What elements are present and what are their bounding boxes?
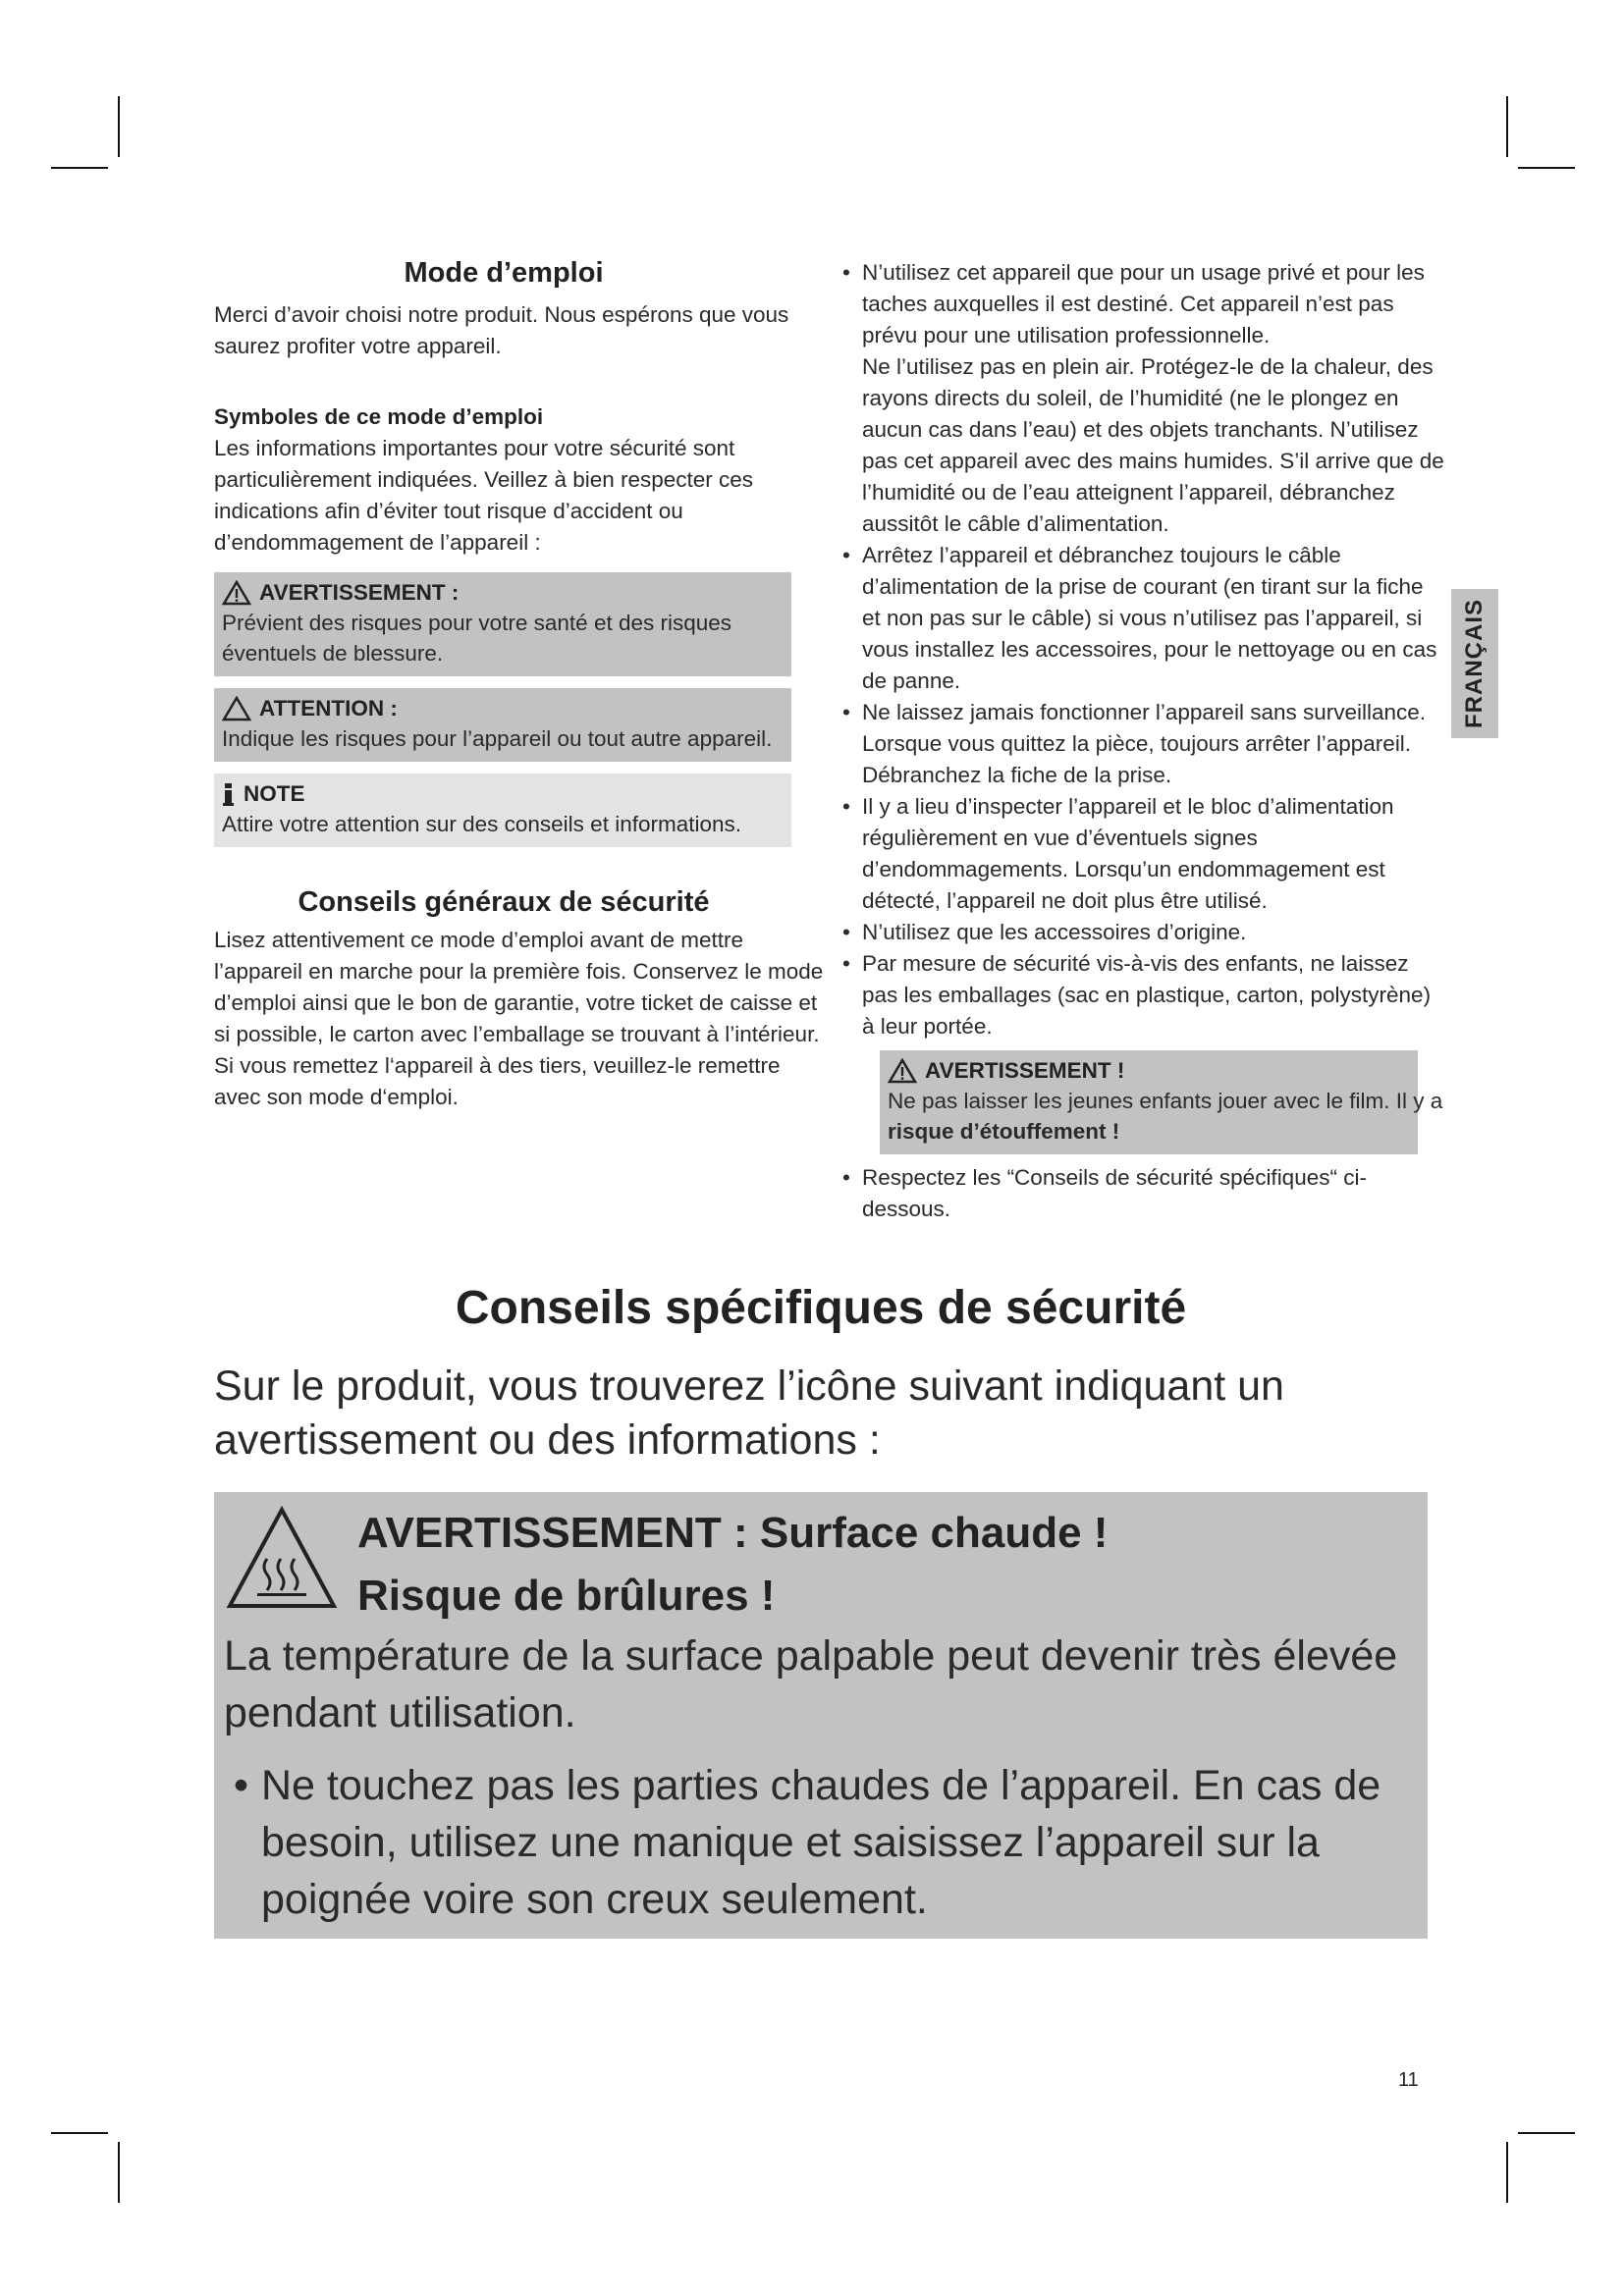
bullet-icon: • (842, 1165, 850, 1190)
bullet-icon: • (842, 700, 850, 724)
crop-mark (1518, 167, 1575, 169)
symbols-text: Les informations importantes pour votre sécurité sont particulièrement indiquées. Veillez à bien respecter ces indications afin d’éviter tout risque d’accident ou d’endommagement de l’appareil : (214, 436, 754, 555)
hot-surface-bullet (224, 1757, 1441, 1928)
list-item-text: Ne laissez jamais fonctionner l’appareil sans surveillance. Lorsque vous quittez la pièce, toujours arrêter l’appareil. Débranchez la fiche de la prise. (862, 700, 1427, 787)
attention-box (214, 688, 791, 762)
list-item-extra-text: Ne l’utilisez pas en plein air. Protégez-le de la chaleur, des rayons directs du soleil, de l’humidité (ne le plongez en aucun cas dans l’eau) et des objets tranchants. N’utilisez pas cet appareil avec des mains humides. S’il arrive que de l’humidité ou de l’eau atteignent l’appareil, débranchez aussitôt le câble d’alimentation. (862, 354, 1444, 536)
warning-triangle-icon (888, 1058, 917, 1084)
hot-surface-icon (224, 1502, 340, 1618)
warning-label: AVERTISSEMENT : (259, 580, 460, 605)
warning-box (214, 572, 791, 676)
list-item (837, 697, 1445, 791)
bullet-icon: • (842, 794, 850, 819)
crop-mark (1506, 2142, 1508, 2203)
note-box (214, 774, 791, 847)
general-safety-text: Lisez attentivement ce mode d’emploi avant de mettre l’appareil en marche pour la première fois. Conservez le mode d’emploi ainsi que le bon de garantie, votre ticket de caisse et si possible, le carton avec l’emballage se trouvant à l’intérieur. Si vous remettez l‘appareil à des tiers, veuillez-le remettre avec son mode d‘emploi. (214, 928, 824, 1109)
crop-mark (51, 167, 108, 169)
page-number: 11 (1398, 2069, 1419, 2091)
symbols-heading: Symboles de ce mode d’emploi (214, 404, 544, 429)
warning-triangle-icon (222, 580, 251, 606)
specific-safety-title: Conseils spécifiques de sécurité (455, 1282, 1187, 1334)
list-item-text: Par mesure de sécurité vis-à-vis des enfants, ne laissez pas les emballages (sac en plastique, carton, polystyrène) à leur portée. (862, 951, 1432, 1039)
intro-text: Merci d’avoir choisi notre produit. Nous espérons que vous saurez profiter votre appareil. (214, 302, 789, 358)
list-item (837, 791, 1445, 917)
list-item-text: Respectez les “Conseils de sécurité spécifiques“ ci-dessous. (862, 1165, 1367, 1221)
child-warning-text: Ne pas laisser les jeunes enfants jouer avec le film. Il y a (888, 1089, 1443, 1113)
list-item-text: N’utilisez que les accessoires d’origine. (862, 920, 1247, 944)
attention-label: ATTENTION : (259, 696, 398, 721)
safety-list-end (837, 1162, 1445, 1225)
attention-box-title (222, 694, 782, 723)
crop-mark (51, 2132, 108, 2134)
child-warning-label: AVERTISSEMENT ! (925, 1058, 1125, 1083)
manual-title: Mode d’emploi (404, 257, 604, 289)
child-warning-title (888, 1056, 1408, 1086)
child-warning-bold: risque d’étouffement ! (888, 1119, 1120, 1144)
list-item (837, 1162, 1445, 1225)
crop-mark (1506, 96, 1508, 157)
list-item (837, 917, 1445, 948)
hot-surface-bullet-text: Ne touchez pas les parties chaudes de l’appareil. En cas de besoin, utilisez une manique et saisissez l’appareil sur la poignée voire son creux seulement. (261, 1762, 1381, 1923)
bullet-icon: • (842, 920, 850, 944)
list-item-text: Arrêtez l’appareil et débranchez toujours le câble d’alimentation de la prise de courant (en tirant sur la fiche et non pas sur le câble) si vous n’utilisez pas l’appareil, si vous installez les accessoires, pour le nettoyage ou en cas de panne. (862, 543, 1437, 693)
left-column (214, 257, 824, 1113)
language-tab-label: FRANÇAIS (1461, 599, 1488, 728)
bullet-icon: • (842, 260, 850, 285)
hot-surface-title-line2: Risque de brûlures ! (357, 1572, 776, 1620)
list-item (837, 257, 1445, 540)
note-label: NOTE (244, 781, 305, 806)
attention-triangle-icon (222, 696, 251, 721)
child-warning-box (880, 1050, 1443, 1154)
bullet-icon: • (842, 951, 850, 976)
hot-surface-warning-box (214, 1492, 1428, 1939)
warning-text: Prévient des risques pour votre santé et des risques éventuels de blessure. (222, 611, 732, 666)
note-box-title (222, 779, 782, 809)
list-item (837, 540, 1445, 697)
crop-mark (1518, 2132, 1575, 2134)
list-item-text: Il y a lieu d’inspecter l’appareil et le bloc d’alimentation régulièrement en vue d’éventuels signes d’endommagements. Lorsqu’un endommagement est détecté, l’appareil ne doit plus être utilisé. (862, 794, 1394, 913)
note-text: Attire votre attention sur des conseils et informations. (222, 812, 742, 836)
list-item-text: N’utilisez cet appareil que pour un usage privé et pour les taches auxquelles il est destiné. Cet appareil n’est pas prévu pour une utilisation professionnelle. (862, 260, 1425, 347)
attention-text: Indique les risques pour l’appareil ou tout autre appareil. (222, 726, 773, 751)
crop-mark (118, 2142, 120, 2203)
bullet-icon: • (234, 1762, 249, 1809)
list-item (837, 948, 1445, 1042)
hot-surface-title (357, 1502, 1108, 1628)
language-tab (1451, 589, 1498, 738)
safety-list (837, 257, 1445, 1042)
warning-box-title (222, 578, 782, 608)
hot-surface-text: La température de la surface palpable peut devenir très élevée pendant utilisation. (224, 1632, 1398, 1736)
crop-mark (118, 96, 120, 157)
hot-surface-title-line1: AVERTISSEMENT : Surface chaude ! (357, 1509, 1109, 1557)
specific-safety-intro: Sur le produit, vous trouverez l’icône suivant indiquant un avertissement ou des informations : (214, 1362, 1284, 1464)
general-safety-title: Conseils généraux de sécurité (298, 886, 710, 918)
info-icon (222, 781, 236, 807)
bullet-icon: • (842, 543, 850, 567)
right-column (837, 257, 1445, 1225)
